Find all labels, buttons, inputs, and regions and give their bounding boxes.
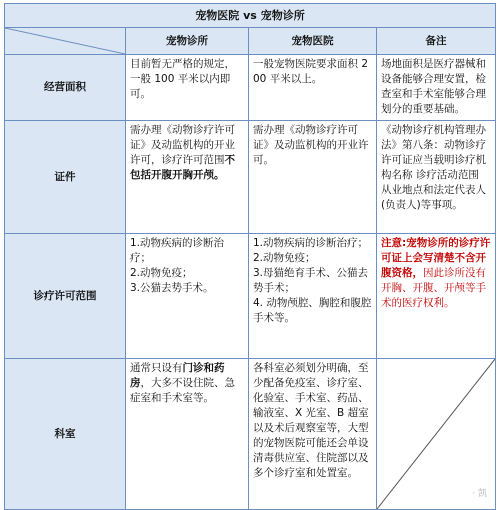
- license-hospital: 需办理《动物诊疗许可证》及动监机构的开业许可。: [249, 121, 377, 234]
- scope-notes-text: 因此诊所没有开胸、开腹、开颅等手术的医疗权利。: [381, 267, 486, 309]
- dept-clinic-text-a: 通常只设有: [130, 362, 183, 374]
- license-clinic-text: 需办理《动物诊疗许可证》及动监机构的开业许可，诊疗许可范围: [130, 124, 235, 166]
- area-clinic: 目前暂无严格的规定，一般 100 平米以内即可。: [126, 55, 249, 121]
- scope-notes-warning: 注意:宠物诊所的诊疗许可证上会写清楚不含开腹资格，: [381, 237, 491, 279]
- dept-clinic: [126, 359, 249, 510]
- area-notes: 场地面积是医疗器械和设备能够合理安置，检查室和手术室能够合理划分的重要基础。: [377, 55, 496, 121]
- license-clinic-emphasis: 不包括开腹开胸开颅。: [130, 154, 235, 181]
- list-item: 4. 动物颅腔、胸腔和腹腔手术等。: [253, 297, 372, 324]
- watermark: · 凯: [472, 489, 487, 499]
- list-item: 2.动物免疫；: [130, 267, 193, 279]
- header-clinic: 宠物诊所: [126, 28, 249, 55]
- dept-clinic-text-c: ，大多不设住院、急症室和手术室等。: [130, 377, 235, 404]
- dept-hospital: 各科室必须划分明确，至少配备免疫室、诊疗室、化验室、手术室、药品、输液室、X 光室、B 超室以及术后观察室等，大型的宠物医院可能还会单设清毒供应室、住院部以及多个诊疗室和处置室。: [249, 359, 377, 510]
- dept-clinic-emphasis: 门诊和药房: [130, 362, 225, 389]
- corner-cell: [5, 28, 126, 55]
- scope-hospital: [249, 234, 377, 359]
- list-item: 3.母猫绝育手术、公猫去势手术；: [253, 267, 369, 294]
- license-notes: 《动物诊疗机构管理办法》第八条：动物诊疗许可证应当载明诊疗机构名称 诊疗活动范围 从业地点和法定代表人(负责人)等事项。: [377, 121, 496, 234]
- list-item: 1.动物疾病的诊断治疗；: [130, 237, 225, 264]
- row-label-scope: 诊疗许可范围: [5, 234, 126, 359]
- corner-diagonal: [5, 28, 125, 54]
- comparison-table: [4, 3, 496, 510]
- scope-notes: [377, 234, 496, 359]
- list-item: 3.公猫去势手术。: [130, 282, 214, 294]
- license-clinic: [126, 121, 249, 234]
- header-hospital: 宠物医院: [249, 28, 377, 55]
- table-title: 宠物医院 vs 宠物诊所: [5, 4, 496, 28]
- scope-clinic: [126, 234, 249, 359]
- list-item: 1.动物疾病的诊断治疗；: [253, 237, 369, 249]
- row-label-dept: 科室: [5, 359, 126, 510]
- area-hospital: 一般宠物医院要求面积 200 平米以上。: [249, 55, 377, 121]
- list-item: 2.动物免疫；: [253, 252, 316, 264]
- row-label-area: 经营面积: [5, 55, 126, 121]
- header-notes: 备注: [377, 28, 496, 55]
- row-label-license: 证件: [5, 121, 126, 234]
